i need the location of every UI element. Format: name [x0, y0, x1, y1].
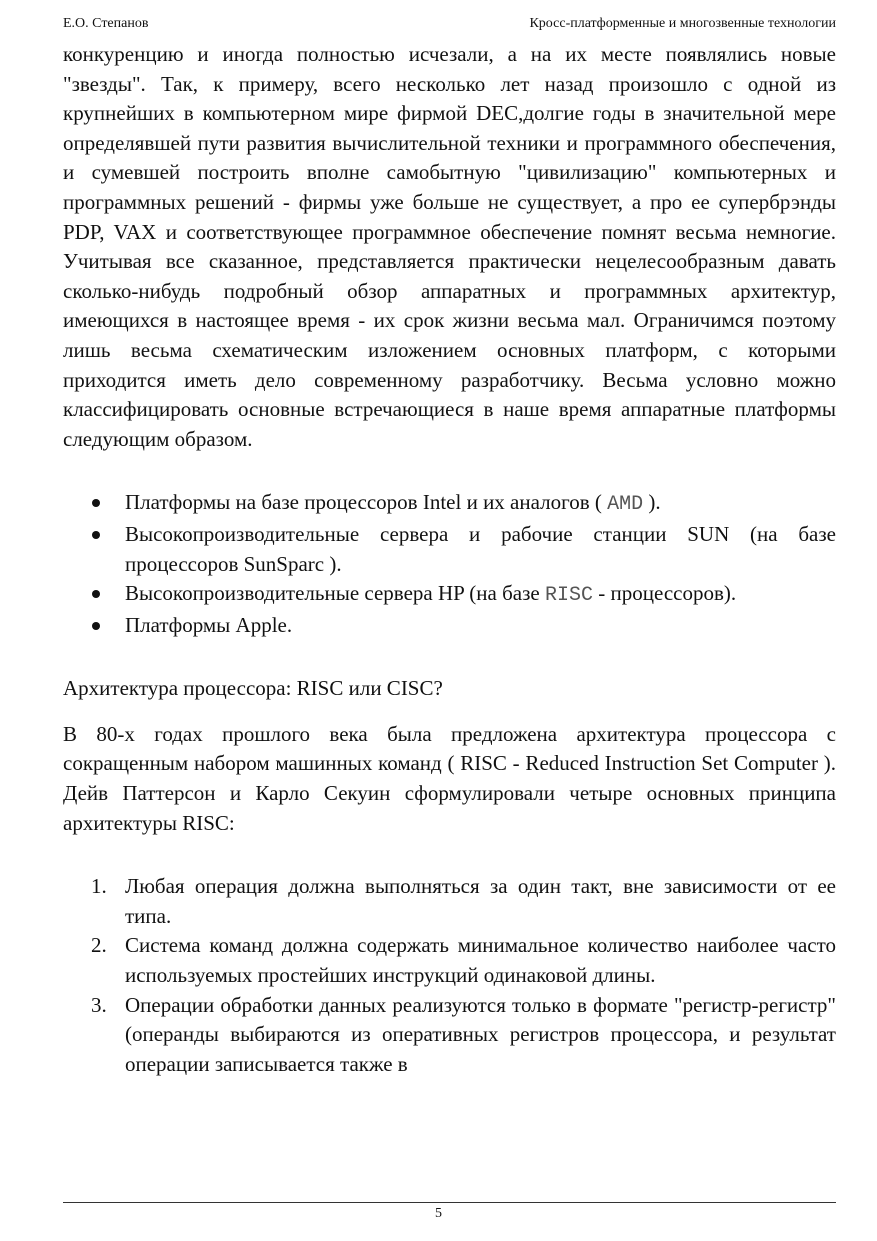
page-header [63, 16, 836, 32]
list-item [63, 579, 836, 611]
list-item [63, 931, 836, 990]
bullet-icon [92, 590, 100, 598]
bullet-icon [92, 499, 100, 507]
intro-paragraph: конкуренцию и иногда полностью исчезали, а на их месте появлялись новые "звезды". Так, к примеру, всего несколько лет назад произошло с одной из крупнейших в компьютерном мире фирмой DEC,долгие годы в значительной мере определявшей пути развития вычислительной техники и программного обеспечения, и сумевшей построить вполне самобытную "цивилизацию" компьютерных и программных решений - фирмы уже больше не существует, а про ее супербрэнды PDP, VAX и соответствующее программное обеспечение помнят весьма немногие. Учитывая все сказанное, представляется практически нецелесообразным давать сколько-нибудь подробный обзор аппаратных и программных архитектур, имеющихся в настоящее время - их срок жизни весьма мал. Ограничимся поэтому лишь весьма схематическим изложением основных платформ, с которыми приходится иметь дело современному разработчику. Весьма условно можно классифицировать основные встречающиеся в наше время аппаратные платформы следующим образом. [63, 42, 836, 451]
page-number: 5 [435, 1206, 442, 1221]
platform-1-text-b: ). [648, 490, 661, 515]
footer-divider [63, 1202, 836, 1203]
principle-text: Система команд должна содержать минимальное количество наиболее часто используемых простейших инструкций одинаковой длины. [125, 933, 836, 988]
principle-text: Операции обработки данных реализуются только в формате "регистр-регистр" (операнды выбираются из оперативных регистров процессора, и результат операции записывается также в [125, 992, 836, 1076]
list-item [63, 611, 836, 641]
list-number: 1. [91, 874, 107, 899]
principles-list [63, 872, 836, 1079]
list-item [63, 991, 836, 1080]
platform-2-text: Высокопроизводительные сервера и рабочие станции SUN (на базе процессоров SunSparc ). [125, 521, 836, 576]
risc-paragraph: В 80-х годах прошлого века была предложена архитектура процессора с сокращенным набором машинных команд ( RISC - Reduced Instruction Set Computer ). Дейв Паттерсон и Карло Секуин сформулировали четыре основных принципа архитектуры RISC: [63, 721, 836, 835]
platform-3-text-a: Высокопроизводительные сервера HP (на базе [125, 581, 545, 606]
section-heading: Архитектура процессора: RISC или CISC? [63, 676, 443, 701]
platform-4-text: Платформы Apple. [125, 612, 293, 637]
platform-3-code: RISC [544, 584, 593, 608]
platform-1-code: AMD [607, 493, 644, 517]
list-item [63, 872, 836, 931]
list-number: 3. [91, 992, 107, 1017]
platforms-list [63, 488, 836, 640]
bullet-icon [92, 622, 100, 630]
principle-text: Любая операция должна выполняться за один такт, вне зависимости от ее типа. [125, 874, 836, 928]
header-author: Е.О. Степанов [63, 16, 149, 31]
platform-3-text-b: - процессоров). [593, 581, 737, 606]
list-number: 2. [91, 933, 107, 958]
list-item [63, 520, 836, 579]
bullet-icon [92, 531, 100, 539]
page-content [63, 40, 836, 1079]
platform-1-text-a: Платформы на базе процессоров Intel и их аналогов ( [125, 490, 602, 515]
list-item [63, 488, 836, 520]
header-title: Кросс-платформенные и многозвенные технологии [529, 16, 836, 31]
